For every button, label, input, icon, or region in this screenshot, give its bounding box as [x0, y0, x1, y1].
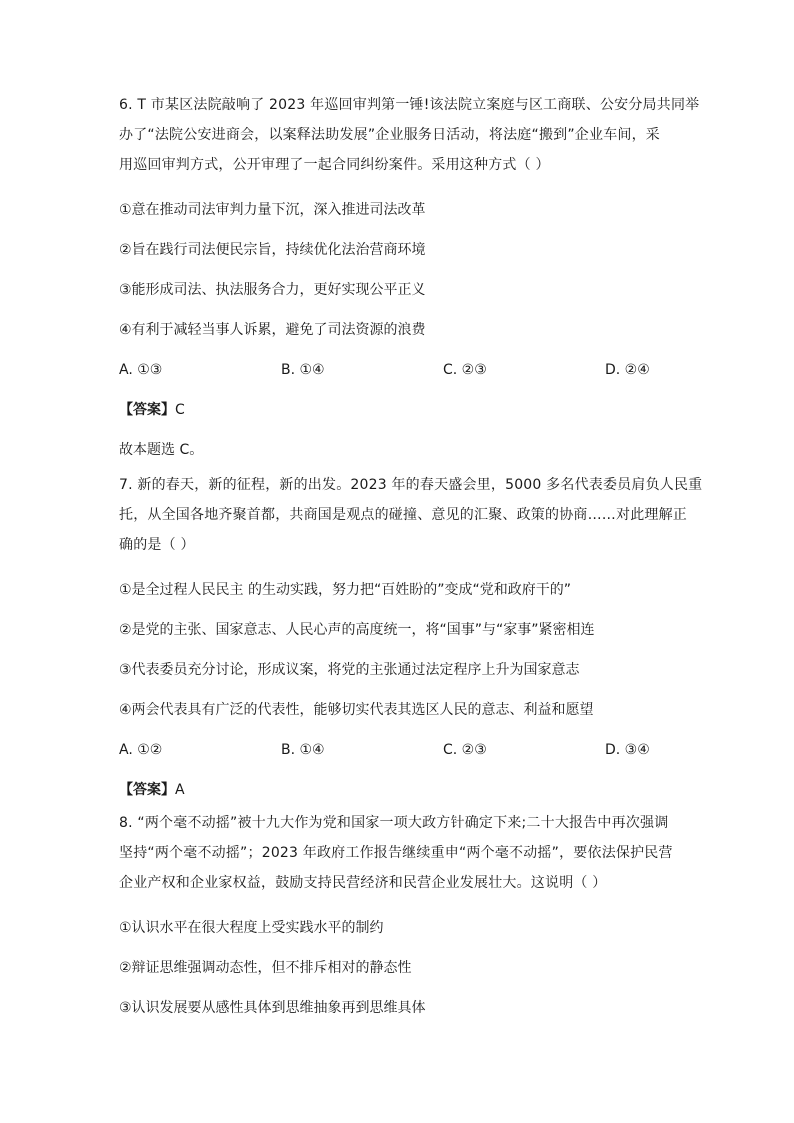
choice-c: C. ②③ [443, 742, 487, 758]
answer-tag: 【答案】 [119, 782, 175, 798]
choice-d: D. ③④ [605, 742, 650, 758]
answer-value: C [175, 402, 185, 418]
question-6 [119, 90, 700, 470]
question-stem [119, 808, 679, 898]
question-8 [119, 808, 679, 1028]
option-statement: ③认识发展要从感性具体到思维抽象再到思维具体 [119, 1000, 426, 1016]
option-statement: ②是党的主张、国家意志、人民心声的高度统一，将“国事”与“家事”紧密相连 [119, 622, 595, 638]
option-statement: ④两会代表具有广泛的代表性，能够切实代表其选区人民的意志、利益和愿望 [119, 702, 594, 718]
question-7 [119, 470, 703, 810]
option-statement: ②旨在践行司法便民宗旨，持续优化法治营商环境 [119, 242, 426, 258]
option-statement: ④有利于减轻当事人诉累，避免了司法资源的浪费 [119, 322, 426, 338]
option-statement: ①意在推动司法审判力量下沉，深入推进司法改革 [119, 202, 426, 218]
stem-line: 企业产权和企业家权益，鼓励支持民营经济和民营企业发展壮大。这说明（ ） [119, 875, 607, 891]
option-statement: ③代表委员充分讨论，形成议案，将党的主张通过法定程序上升为国家意志 [119, 662, 580, 678]
choice-b: B. ①④ [281, 742, 325, 758]
option-statement: ③能形成司法、执法服务合力，更好实现公平正义 [119, 282, 426, 298]
stem-line: 6. T 市某区法院敲响了 2023 年巡回审判第一锤!该法院立案庭与区工商联、公安分局共同举 [119, 97, 700, 113]
stem-line: 7. 新的春天，新的征程，新的出发。2023 年的春天盛会里，5000 多名代表委员肩负人民重 [119, 477, 703, 493]
option-statement: ①认识水平在很大程度上受实践水平的制约 [119, 920, 384, 936]
stem-line: 坚持“两个毫不动摇”；2023 年政府工作报告继续重申“两个毫不动摇”，要依法保护民营 [119, 845, 673, 861]
answer-line [119, 390, 679, 430]
answer-note: 故本题选 C。 [119, 442, 204, 458]
answer-value: A [175, 782, 185, 798]
stem-line: 确的是（ ） [119, 537, 195, 553]
choice-a: A. ①② [119, 742, 163, 758]
stem-line: 8. “两个毫不动摇”被十九大作为党和国家一项大政方针确定下来;二十大报告中再次强调 [119, 815, 669, 831]
option-statement: ②辩证思维强调动态性，但不排斥相对的静态性 [119, 960, 412, 976]
option-statement: ①是全过程人民民主 的生动实践，努力把“百姓盼的”变成“党和政府干的” [119, 582, 572, 598]
choice-c: C. ②③ [443, 362, 487, 378]
stem-line: 用巡回审判方式，公开审理了一起合同纠纷案件。采用这种方式（ ） [119, 157, 550, 173]
stem-line: 托，从全国各地齐聚首都，共商国是观点的碰撞、意见的汇聚、政策的协商……对此理解正 [119, 507, 687, 523]
choice-d: D. ②④ [605, 362, 650, 378]
answer-choices [119, 730, 679, 770]
answer-line [119, 770, 679, 810]
choice-a: A. ①③ [119, 362, 163, 378]
answer-tag: 【答案】 [119, 402, 175, 418]
stem-line: 办了“法院公安进商会，以案释法助发展”企业服务日活动，将法庭“搬到”企业车间，采 [119, 127, 661, 143]
question-stem [119, 90, 700, 180]
answer-choices [119, 350, 679, 390]
choice-b: B. ①④ [281, 362, 325, 378]
question-stem [119, 470, 703, 560]
